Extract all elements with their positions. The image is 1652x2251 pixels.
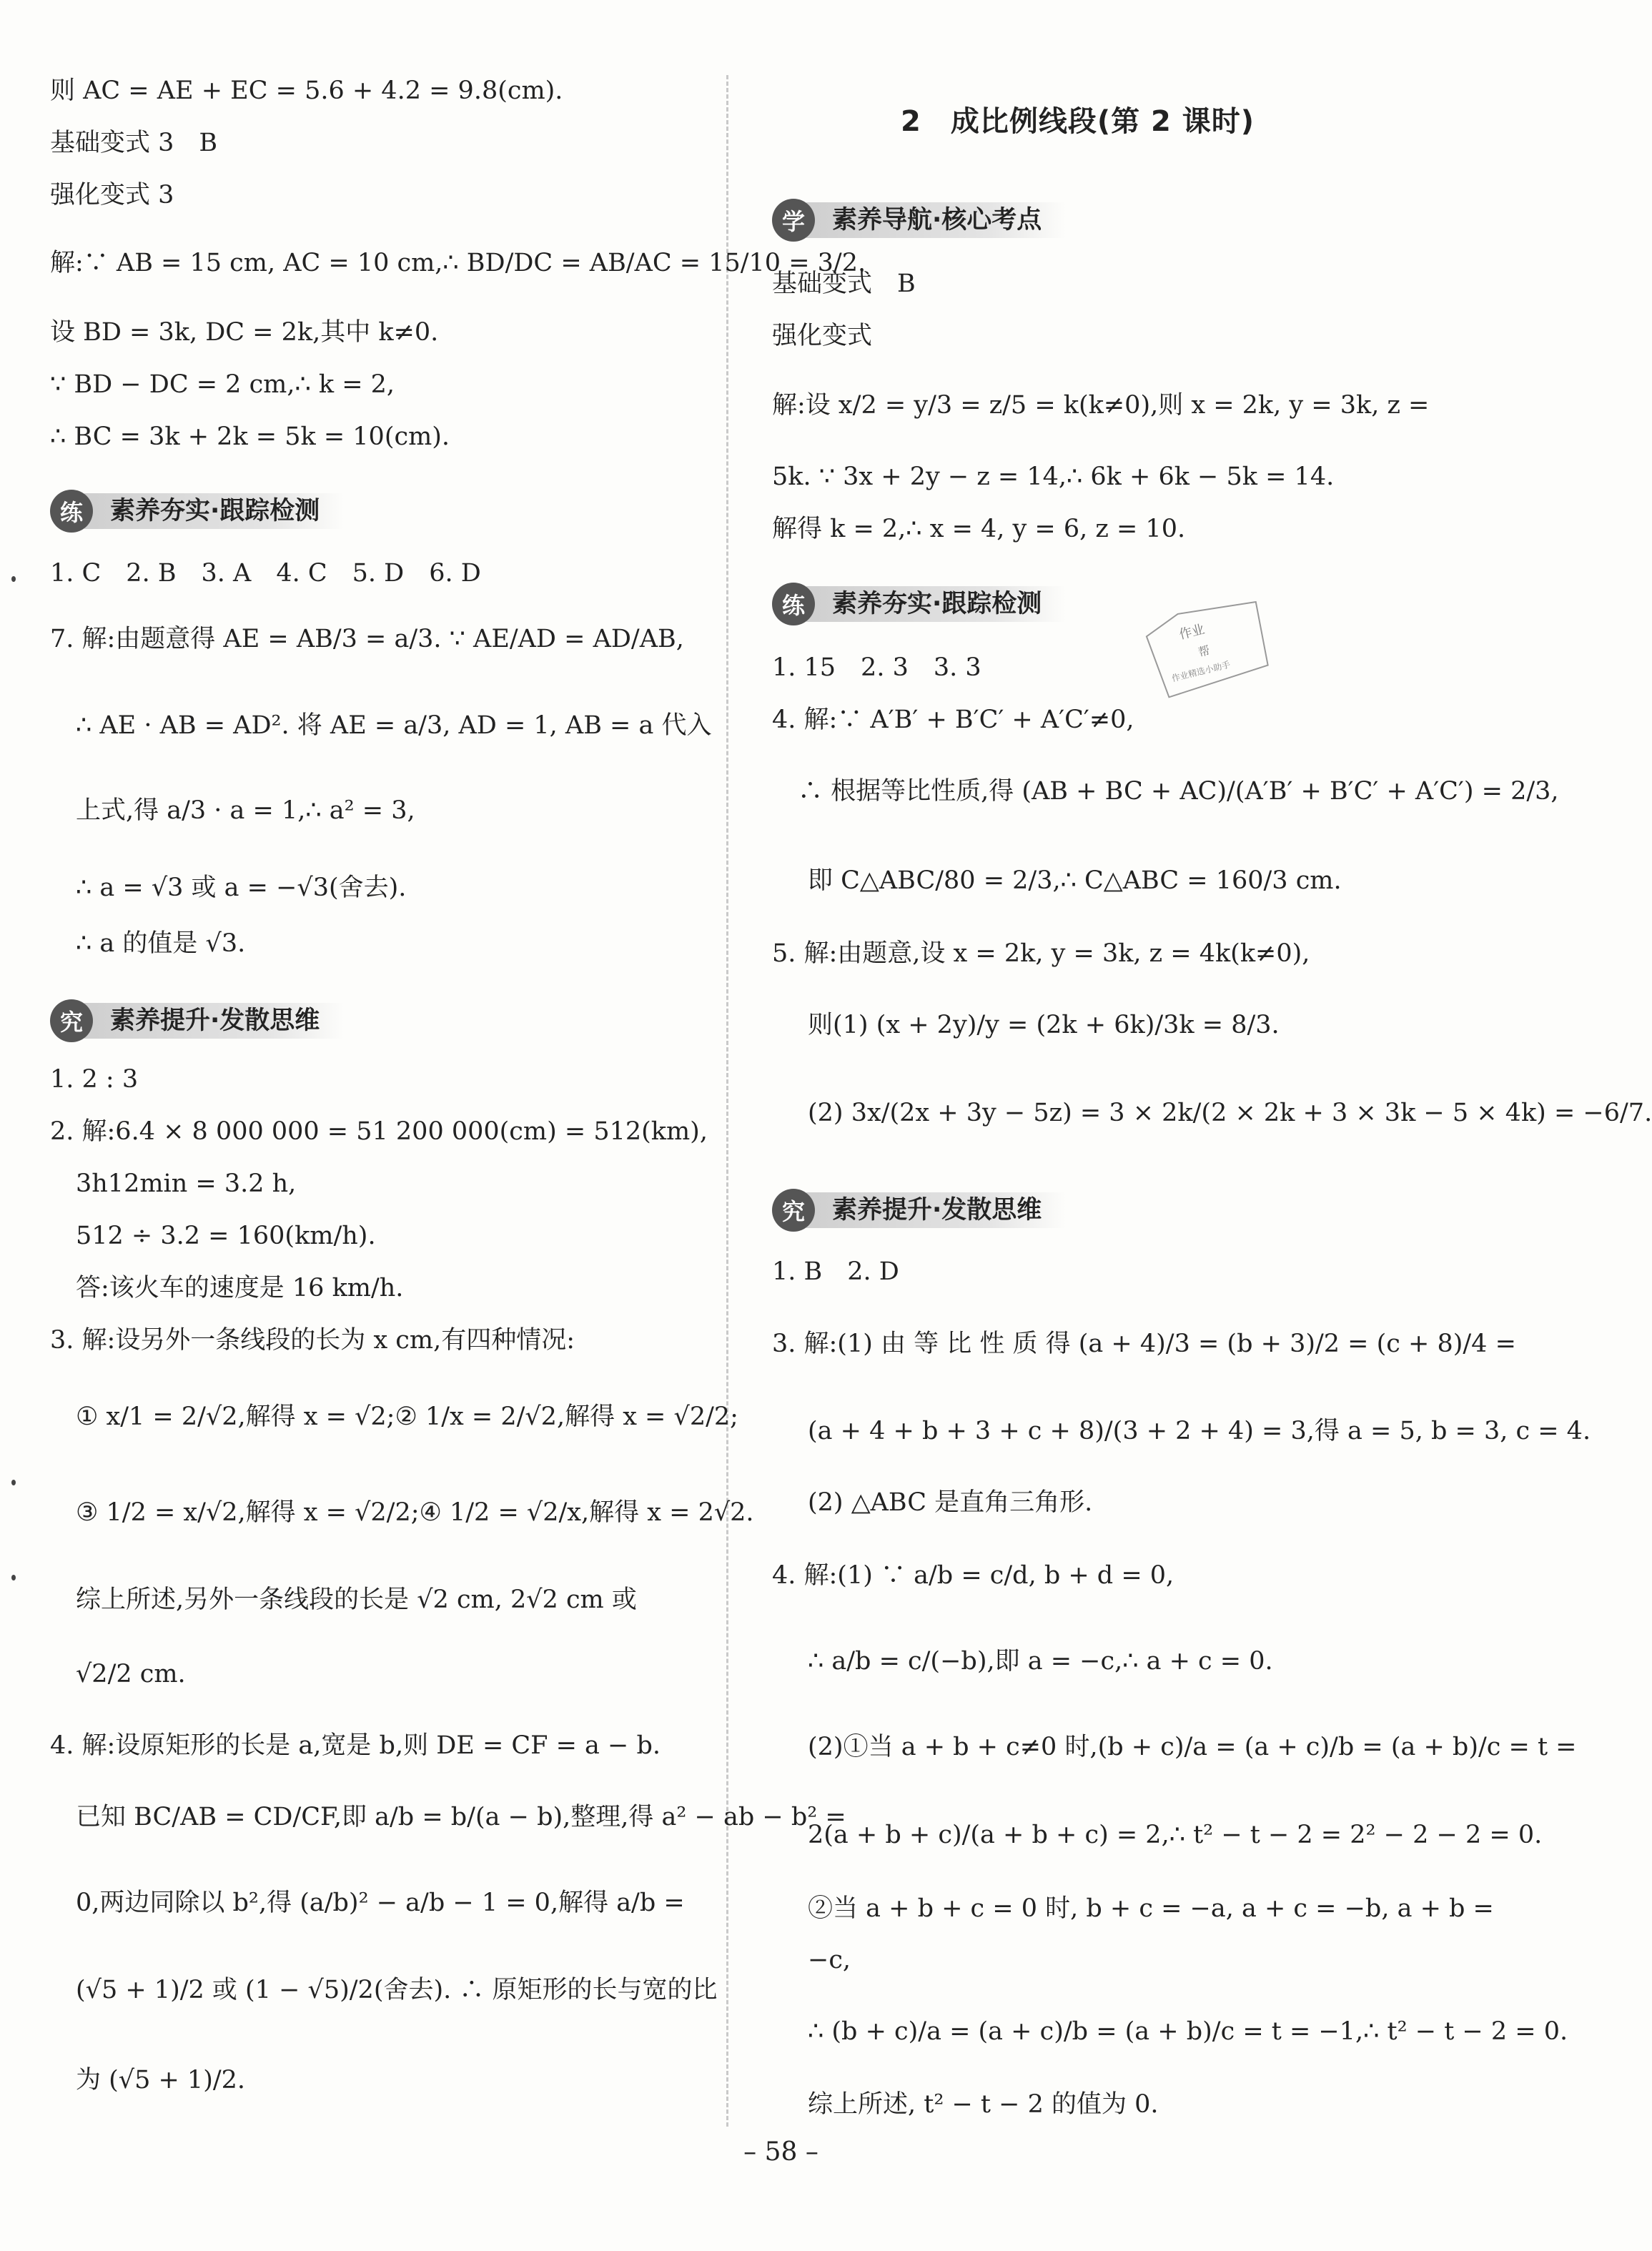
- text-line: ∴ a/b = c/(−b),即 a = −c,∴ a + c = 0.: [808, 1647, 1273, 1676]
- answer-line: 1. 15 2. 3 3. 3: [772, 653, 981, 682]
- text-line: 设 BD = 3k, DC = 2k,其中 k≠0.: [50, 318, 439, 347]
- text-line: 解:设 x/2 = y/3 = z/5 = k(k≠0),则 x = 2k, y = 3k, z =: [772, 391, 1430, 420]
- section-badge: 练: [50, 490, 93, 533]
- text-line: ∴ a = √3 或 a = −√3(舍去).: [76, 874, 407, 902]
- section-banner-practice: [772, 580, 1066, 628]
- text-line: ∵ BD − DC = 2 cm,∴ k = 2,: [50, 370, 395, 399]
- section-badge: 练: [772, 583, 815, 625]
- text-line: 上式,得 a/3 · a = 1,∴ a² = 3,: [76, 796, 415, 825]
- text-line: 0,两边同除以 b²,得 (a/b)² − a/b − 1 = 0,解得 a/b =: [76, 1889, 685, 1917]
- text-line: ③ 1/2 = x/√2,解得 x = √2/2;④ 1/2 = √2/x,解得 x = 2√2.: [76, 1498, 754, 1527]
- text-line: 基础变式 3 B: [50, 129, 218, 157]
- section-banner-study: [772, 197, 1066, 244]
- text-line: 3. 解:(1) 由 等 比 性 质 得 (a + 4)/3 = (b + 3)/2 = (c + 8)/4 =: [772, 1330, 1516, 1358]
- stamp-text: 作业: [1177, 621, 1207, 643]
- stamp-text: 帮: [1197, 643, 1212, 660]
- text-line: 5k. ∵ 3x + 2y − z = 14,∴ 6k + 6k − 5k = 14.: [772, 462, 1335, 491]
- text-line: ∴ a 的值是 √3.: [76, 929, 246, 958]
- section-title: 素养提升·发散思维: [806, 1192, 1066, 1228]
- text-line: 4. 解:∵ A′B′ + B′C′ + A′C′≠0,: [772, 706, 1134, 734]
- text-line: 7. 解:由题意得 AE = AB/3 = a/3. ∵ AE/AD = AD/AB,: [50, 625, 684, 653]
- text-line: ②当 a + b + c = 0 时, b + c = −a, a + c = −b, a + b =: [808, 1894, 1494, 1923]
- text-line: 4. 解:设原矩形的长是 a,宽是 b,则 DE = CF = a − b.: [50, 1731, 661, 1760]
- text-line: 强化变式 3: [50, 181, 174, 209]
- section-banner-inquiry: [50, 997, 344, 1044]
- text-line: 5. 解:由题意,设 x = 2k, y = 3k, z = 4k(k≠0),: [772, 939, 1310, 968]
- section-title: 素养提升·发散思维: [84, 1003, 344, 1039]
- text-line: 512 ÷ 3.2 = 160(km/h).: [76, 1222, 376, 1250]
- text-line: 3. 解:设另外一条线段的长为 x cm,有四种情况:: [50, 1326, 575, 1355]
- stamp-text: 作业精选小助手: [1170, 659, 1232, 684]
- text-line: (√5 + 1)/2 或 (1 − √5)/2(舍去). ∴ 原矩形的长与宽的比: [76, 1976, 718, 2004]
- text-line: 已知 BC/AB = CD/CF,即 a/b = b/(a − b),整理,得 a² − ab − b² =: [76, 1803, 846, 1831]
- section-badge: 究: [772, 1189, 815, 1232]
- section-badge: 学: [772, 199, 815, 242]
- answer-line: 1. B 2. D: [772, 1257, 899, 1286]
- text-line: ∴ AE · AB = AD². 将 AE = a/3, AD = 1, AB = a 代入: [76, 711, 712, 740]
- text-line: 强化变式: [772, 322, 873, 350]
- homework-stamp-icon: [1134, 586, 1282, 708]
- text-line: (2) 3x/(2x + 3y − 5z) = 3 × 2k/(2 × 2k + 3 × 3k − 5 × 4k) = −6/7.: [808, 1099, 1652, 1127]
- answer-line: 1. 2 : 3: [50, 1065, 139, 1094]
- text-line: 解得 k = 2,∴ x = 4, y = 6, z = 10.: [772, 515, 1186, 543]
- text-line: 则(1) (x + 2y)/y = (2k + 6k)/3k = 8/3.: [808, 1011, 1280, 1039]
- text-line: 3h12min = 3.2 h,: [76, 1169, 297, 1198]
- section-title: 素养导航·核心考点: [806, 202, 1066, 238]
- text-line: 解:∵ AB = 15 cm, AC = 10 cm,∴ BD/DC = AB/AC = 15/10 = 3/2.: [50, 249, 866, 277]
- text-line: 答:该火车的速度是 16 km/h.: [76, 1274, 404, 1302]
- text-line: 2. 解:6.4 × 8 000 000 = 51 200 000(cm) = 512(km),: [50, 1117, 708, 1146]
- section-title: 素养夯实·跟踪检测: [84, 493, 344, 529]
- scan-speck: [11, 1575, 16, 1580]
- text-line: (2)①当 a + b + c≠0 时,(b + c)/a = (a + c)/b = (a + b)/c = t =: [808, 1733, 1577, 1761]
- text-line: ∴ 根据等比性质,得 (AB + BC + AC)/(A′B′ + B′C′ + A′C′) = 2/3,: [798, 777, 1559, 806]
- text-line: (2) △ABC 是直角三角形.: [808, 1488, 1093, 1517]
- text-line: 2(a + b + c)/(a + b + c) = 2,∴ t² − t − 2 = 2² − 2 − 2 = 0.: [808, 1821, 1543, 1849]
- text-line: √2/2 cm.: [76, 1660, 186, 1688]
- section-heading: 2 成比例线段(第 2 课时): [901, 105, 1255, 138]
- page-number: – 58 –: [743, 2137, 818, 2167]
- scan-speck: [11, 1480, 16, 1485]
- text-line: ① x/1 = 2/√2,解得 x = √2;② 1/x = 2/√2,解得 x = √2/2;: [76, 1402, 738, 1431]
- text-line: 基础变式 B: [772, 269, 916, 298]
- scan-speck: [11, 576, 16, 582]
- text-line: 即 C△ABC/80 = 2/3,∴ C△ABC = 160/3 cm.: [808, 866, 1342, 895]
- text-line: ∴ (b + c)/a = (a + c)/b = (a + b)/c = t = −1,∴ t² − t − 2 = 0.: [808, 2017, 1568, 2046]
- answer-line: 1. C 2. B 3. A 4. C 5. D 6. D: [50, 559, 481, 588]
- text-line: 则 AC = AE + EC = 5.6 + 4.2 = 9.8(cm).: [50, 76, 563, 105]
- text-line: 综上所述, t² − t − 2 的值为 0.: [808, 2090, 1159, 2119]
- text-line: (a + 4 + b + 3 + c + 8)/(3 + 2 + 4) = 3,得 a = 5, b = 3, c = 4.: [808, 1417, 1591, 1445]
- section-banner-practice: [50, 488, 344, 535]
- text-line: ∴ BC = 3k + 2k = 5k = 10(cm).: [50, 422, 450, 451]
- section-title: 素养夯实·跟踪检测: [806, 586, 1066, 622]
- text-line: 综上所述,另外一条线段的长是 √2 cm, 2√2 cm 或: [76, 1585, 637, 1614]
- section-badge: 究: [50, 999, 93, 1042]
- text-line: −c,: [808, 1946, 851, 1974]
- text-line: 为 (√5 + 1)/2.: [76, 2066, 246, 2094]
- section-banner-inquiry: [772, 1187, 1066, 1234]
- text-line: 4. 解:(1) ∵ a/b = c/d, b + d = 0,: [772, 1561, 1174, 1590]
